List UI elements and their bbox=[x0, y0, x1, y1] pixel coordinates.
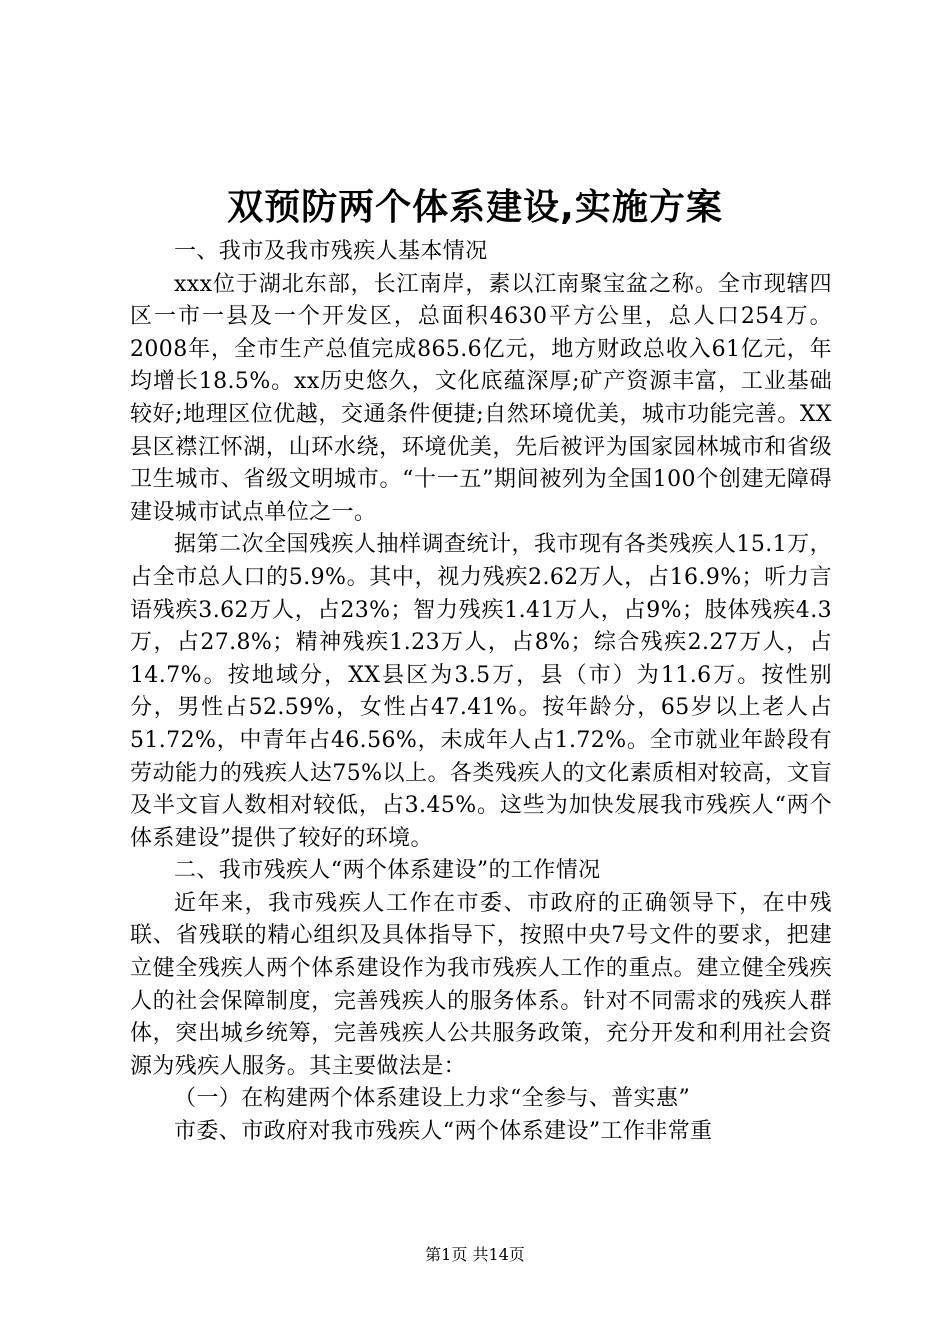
section-heading-2: 二、我市残疾人“两个体系建设”的工作情况 bbox=[174, 858, 601, 884]
section-heading-1: 一、我市及我市残疾人基本情况 bbox=[174, 239, 488, 264]
paragraph-government-attention: 市委、市政府对我市残疾人“两个体系建设”工作非常重 bbox=[174, 1119, 713, 1145]
subsection-heading-1: （一）在构建两个体系建设上力求“全参与、普实惠” bbox=[174, 1086, 691, 1112]
paragraph-city-overview: xxx位于湖北东部，长江南岸，素以江南聚宝盆之称。全市现辖四区一市一县及一个开发区，总面积4630平方公里，总人口254万。2008年，全市生产总值完成865.6亿元，地方财政总收入61亿元，年均增长18.5%。xx历史悠久，文化底蕴深厚;矿产资源丰富，工业基础较好;地理区位优越，交通条件便捷;自然环境优美，城市功能完善。XX县区襟江怀湖，山环水绕，环境优美，先后被评为国家园林城市和省级卫生城市、省级文明城市。“十一五”期间被列为全国100个创建无障碍建设城市试点单位之一。 bbox=[130, 271, 832, 525]
document-body bbox=[130, 236, 832, 1149]
document-title: 双预防两个体系建设,实施方案 bbox=[227, 187, 723, 228]
page-number: 第1页 共14页 bbox=[425, 1245, 525, 1264]
paragraph-disability-statistics: 据第二次全国残疾人抽样调查统计，我市现有各类残疾人15.1万，占全市总人口的5.9%。其中，视力残疾2.62万人，占16.9%；听力言语残疾3.62万人，占23%；智力残疾1.41万人，占9%；肢体残疾4.3万，占27.8%；精神残疾1.23万人，占8%；综合残疾2.27万人，占14.7%。按地域分，XX县区为3.5万，县（市）为11.6万。按性别分，男性占52.59%，女性占47.41%。按年龄分，65岁以上老人占51.72%，中青年占46.56%，未成年人占1.72%。全市就业年龄段有劳动能力的残疾人达75%以上。各类残疾人的文化素质相对较高，文盲及半文盲人数相对较低，占3.45%。这些为加快发展我市残疾人“两个体系建设”提供了较好的环境。 bbox=[130, 532, 832, 851]
paragraph-work-overview: 近年来，我市残疾人工作在市委、市政府的正确领导下，在中残联、省残联的精心组织及具体指导下，按照中央7号文件的要求，把建立健全残疾人两个体系建设作为我市残疾人工作的重点。建立健全残疾人的社会保障制度，完善残疾人的服务体系。针对不同需求的残疾人群体，突出城乡统筹，完善残疾人公共服务政策，充分开发和利用社会资源为残疾人服务。其主要做法是： bbox=[130, 890, 832, 1079]
